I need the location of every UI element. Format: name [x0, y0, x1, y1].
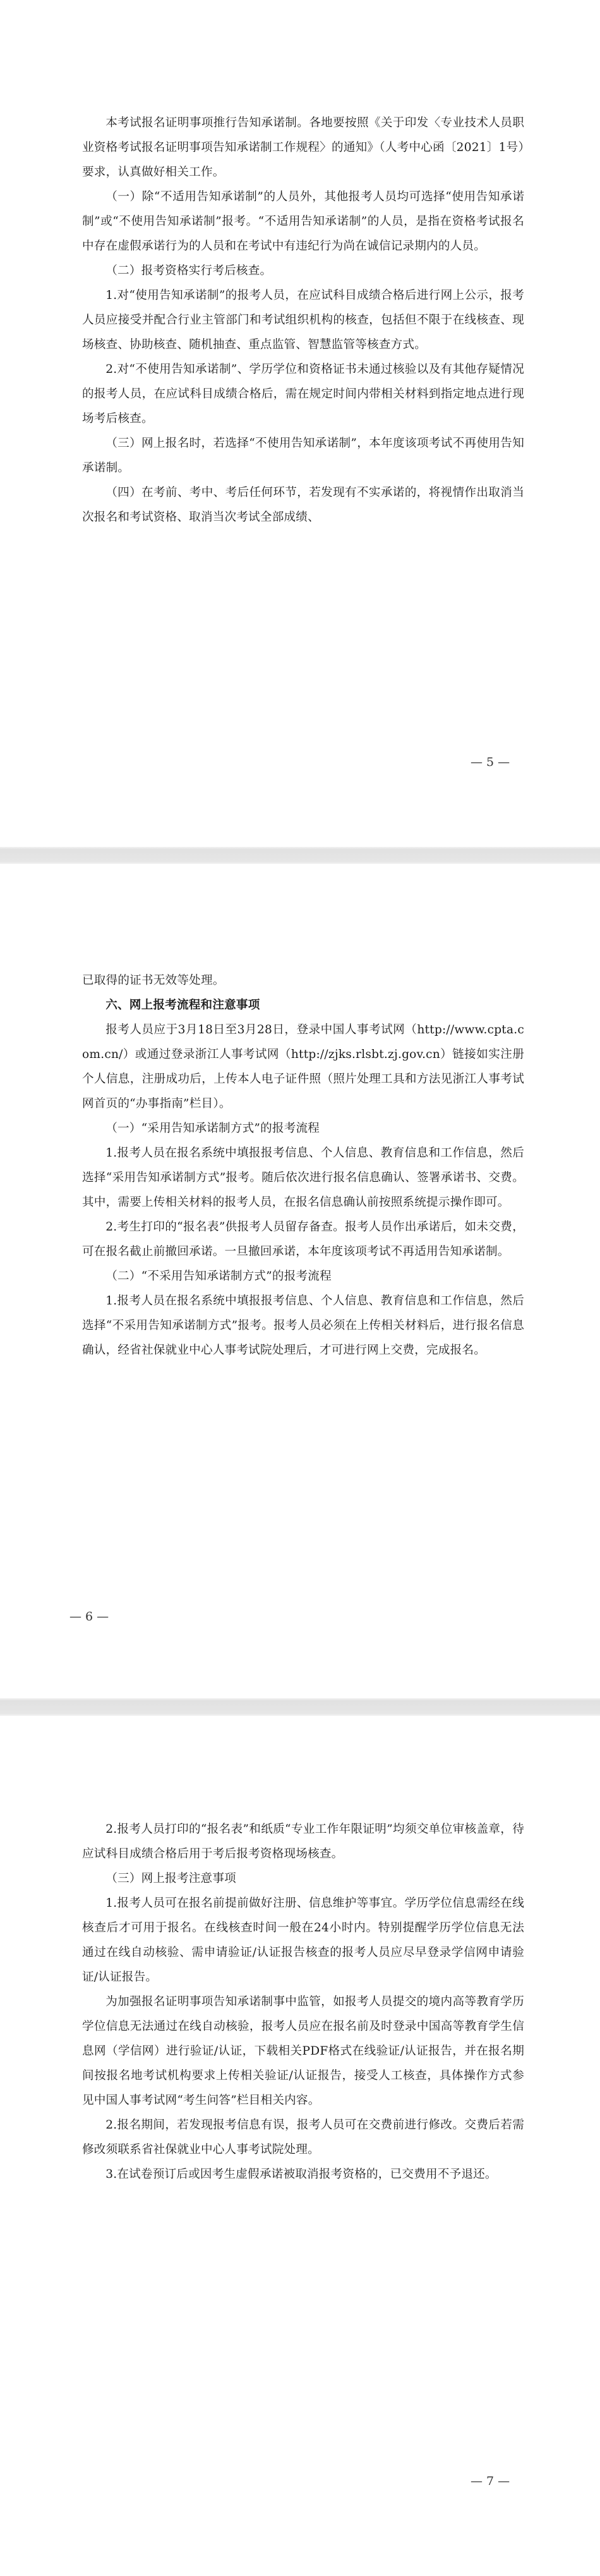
subsection-heading: （三）网上报考注意事项 — [105, 1872, 236, 1885]
paragraph: 3.在试卷预订后或因考生虚假承诺被取消报考资格的，已交费用不予退还。 — [105, 2168, 497, 2181]
page-separator — [0, 1698, 600, 1716]
paragraph: 2.考生打印的“报名表”供报考人员留存备查。报考人员作出承诺后，如未交费，可在报名截止前撤回承诺。一旦撤回承诺，本年度该项考试不再适用告知承诺制。 — [82, 1220, 524, 1258]
paragraph: 2.报考人员打印的“报名表”和纸质“专业工作年限证明”均须交单位审核盖章，待应试科目成绩合格后用于考后报考资格现场核查。 — [82, 1823, 524, 1861]
subsection-heading: （二）“不采用告知承诺制方式”的报考流程 — [105, 1270, 332, 1283]
paragraph: （四）在考前、考中、考后任何环节，若发现有不实承诺的，将视情作出取消当次报名和考试资格、取消当次考试全部成绩、 — [82, 486, 524, 524]
paragraph: 2.对“不使用告知承诺制”、学历学位和资格证书未通过核验以及有其他存疑情况的报考人员，在应试科目成绩合格后，需在规定时间内带相关材料到指定地点进行现场考后核查。 — [82, 363, 524, 425]
paragraph: 报考人员应于3月18日至3月28日，登录中国人事考试网（http://www.cpta.com.cn/）或通过登录浙江人事考试网（http://zjks.rlsbt.zj.gov.cn）链接如实注册个人信息，注册成功后，上传本人电子证件照（照片处理工具和方法见浙江人事考试网首页的“办事指南”栏目）。 — [82, 1023, 524, 1110]
paragraph: 已取得的证书无效等处理。 — [82, 974, 225, 987]
paragraph: 1.报考人员可在报名前提前做好注册、信息维护等事宜。学历学位信息需经在线核查后才可用于报名。在线核查时间一般在24小时内。特别提醒学历学位信息无法通过在线自动核验、需申请验证/认证报告核查的报考人员应尽早登录学信网申请验证/认证报告。 — [82, 1897, 524, 1984]
document-page-5 — [0, 0, 600, 847]
paragraph: （一）除“不适用告知承诺制”的人员外，其他报考人员均可选择“使用告知承诺制”或“不使用告知承诺制”报考。“不适用告知承诺制”的人员，是指在资格考试报名中存在虚假承诺行为的人员和在考试中有违纪行为尚在诚信记录期内的人员。 — [82, 190, 524, 253]
page-6-body — [82, 968, 524, 1363]
page-separator — [0, 847, 600, 864]
page-number: — 5 — — [471, 755, 510, 769]
paragraph: 为加强报名证明事项告知承诺制事中监管，如报考人员提交的境内高等教育学历学位信息无法通过在线自动核验，报考人员应在报名前及时登录中国高等教育学生信息网（学信网）进行验证/认证，下载相关PDF格式在线验证/认证报告，并在报名期间按报名地考试机构要求上传相关验证/认证报告，接受人工核查，具体操作方式参见中国人事考试网“考生问答”栏目相关内容。 — [82, 1995, 524, 2107]
paragraph: 2.报名期间，若发现报考信息有误，报考人员可在交费前进行修改。交费后若需修改须联系省社保就业中心人事考试院处理。 — [82, 2118, 524, 2156]
paragraph: 1.报考人员在报名系统中填报报考信息、个人信息、教育信息和工作信息，然后选择“采用告知承诺制方式”报考。随后依次进行报名信息确认、签署承诺书、交费。其中，需要上传相关材料的报考人员，在报名信息确认前按照系统提示操作即可。 — [82, 1146, 524, 1209]
paragraph: （二）报考资格实行考后核查。 — [105, 264, 272, 277]
paragraph: （三）网上报名时，若选择“不使用告知承诺制”，本年度该项考试不再使用告知承诺制。 — [82, 437, 524, 475]
document-page-6 — [0, 864, 600, 1698]
section-heading: 六、网上报考流程和注意事项 — [105, 999, 260, 1012]
page-number: — 7 — — [471, 2474, 510, 2488]
page-7-body — [82, 1817, 524, 2187]
subsection-heading: （一）“采用告知承诺制方式”的报考流程 — [105, 1122, 320, 1135]
paragraph: 1.报考人员在报名系统中填报报考信息、个人信息、教育信息和工作信息，然后选择“不采用告知承诺制方式”报考。报考人员必须在上传相关材料后，进行报名信息确认，经省社保就业中心人事考试院处理后，才可进行网上交费，完成报名。 — [82, 1294, 524, 1357]
document-page-7 — [0, 1716, 600, 2576]
page-5-body — [82, 111, 524, 530]
page-number: — 6 — — [69, 1610, 109, 1624]
paragraph: 1.对“使用告知承诺制”的报考人员，在应试科目成绩合格后进行网上公示，报考人员应接受并配合行业主管部门和考试组织机构的核查，包括但不限于在线核查、现场核查、协助核查、随机抽查、重点监管、智慧监管等核查方式。 — [82, 289, 524, 351]
paragraph: 本考试报名证明事项推行告知承诺制。各地要按照《关于印发〈专业技术人员职业资格考试报名证明事项告知承诺制工作规程〉的通知》（人考中心函〔2021〕1号）要求，认真做好相关工作。 — [82, 116, 524, 179]
